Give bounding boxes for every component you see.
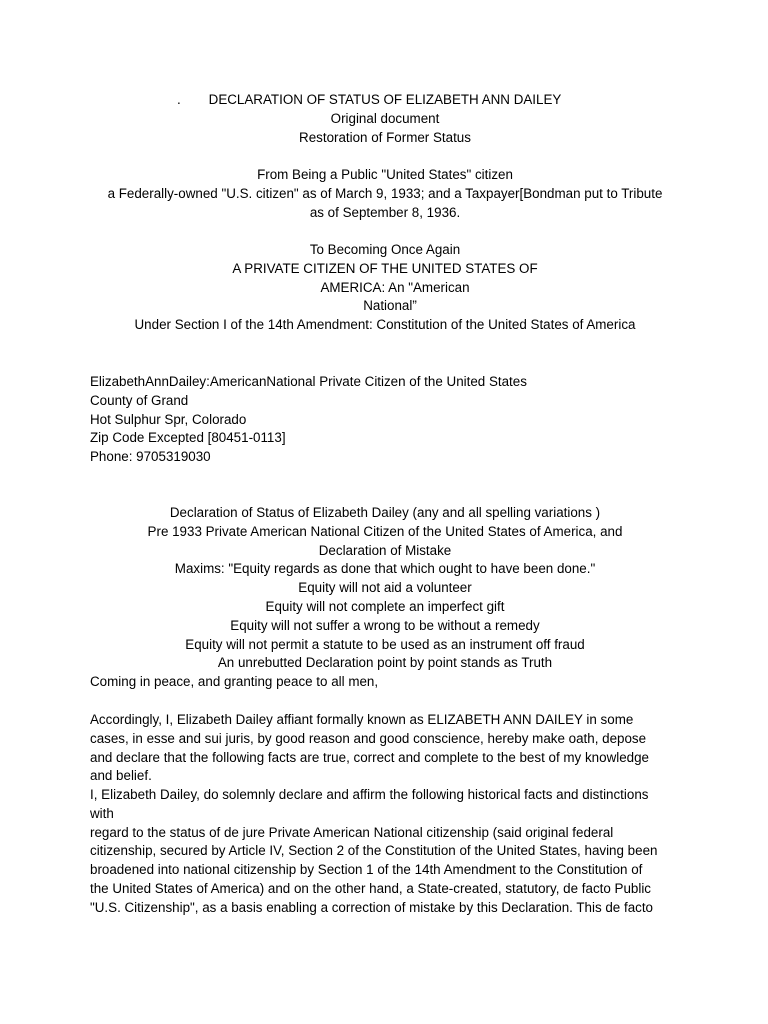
- peace-line: Coming in peace, and granting peace to all men,: [90, 674, 379, 689]
- title-block: [90, 91, 680, 147]
- peace-block: [90, 673, 680, 692]
- from-line-3: as of September 8, 1936.: [309, 204, 461, 220]
- title-subline-restoration: Restoration of Former Status: [299, 129, 471, 145]
- address-county: County of Grand: [90, 392, 189, 408]
- paragraph-line: and belief.: [90, 768, 152, 784]
- paragraph-line: the United States of America) and on the other hand, a State-created, statutory, de facto Public: [90, 880, 651, 896]
- paragraph-line: citizenship, secured by Article IV, Section 2 of the Constitution of the United States, having been: [90, 843, 658, 859]
- to-line-2: A PRIVATE CITIZEN OF THE UNITED STATES OF: [232, 260, 538, 276]
- declaration-line-1: Declaration of Status of Elizabeth Dailey (any and all spelling variations ): [169, 505, 601, 520]
- from-line-2: a Federally-owned "U.S. citizen" as of March 9, 1933; and a Taxpayer[Bondman put to Tribute: [107, 185, 663, 201]
- to-line-5: Under Section I of the 14th Amendment: Constitution of the United States of America: [134, 317, 636, 333]
- declaration-line-2: Pre 1933 Private American National Citizen of the United States of America, and: [147, 523, 623, 539]
- address-name: ElizabethAnnDailey:AmericanNational Private Citizen of the United States: [90, 374, 527, 389]
- declaration-block: [90, 504, 680, 673]
- paragraph-line: and declare that the following facts are true, correct and complete to the best of my knowledge: [90, 749, 650, 765]
- maxim-line-3: Equity will not complete an imperfect gift: [265, 598, 505, 614]
- paragraph-line: regard to the status of de jure Private American National citizenship (said original federal: [90, 824, 614, 840]
- from-line-1: From Being a Public "United States" citizen: [257, 167, 513, 182]
- maxim-line-4: Equity will not suffer a wrong to be without a remedy: [230, 617, 540, 633]
- to-block: [90, 241, 680, 335]
- from-block: [90, 166, 680, 222]
- maxim-line-6: An unrebutted Declaration point by point stands as Truth: [217, 655, 553, 671]
- paragraph-line: "U.S. Citizenship", as a basis enabling a correction of mistake by this Declaration. This de facto: [90, 899, 654, 915]
- paragraph-declaration: [90, 786, 680, 918]
- title-subline-original: Original document: [330, 110, 440, 126]
- maxim-line-2: Equity will not aid a volunteer: [298, 580, 472, 596]
- paragraph-line: cases, in esse and sui juris, by good reason and good conscience, hereby make oath, depose: [90, 730, 647, 746]
- paragraph-affirmation: [90, 711, 680, 786]
- address-zip: Zip Code Excepted [80451-0113]: [90, 430, 286, 446]
- to-line-1: To Becoming Once Again: [309, 242, 461, 257]
- title-dot: .: [177, 92, 181, 107]
- maxim-line-1: Maxims: "Equity regards as done that which ought to have been done.": [174, 561, 596, 577]
- maxim-line-5: Equity will not permit a statute to be used as an instrument off fraud: [185, 636, 585, 652]
- address-block: [90, 373, 680, 467]
- to-line-3: AMERICA: An "American: [320, 279, 470, 295]
- address-city: Hot Sulphur Spr, Colorado: [90, 411, 247, 427]
- to-line-4: National”: [363, 298, 417, 314]
- paragraph-line: Accordingly, I, Elizabeth Dailey affiant formally known as ELIZABETH ANN DAILEY in some: [90, 712, 634, 727]
- declaration-line-3: Declaration of Mistake: [318, 542, 452, 558]
- document-title: DECLARATION OF STATUS OF ELIZABETH ANN DAILEY: [208, 92, 562, 107]
- paragraph-line: broadened into national citizenship by Section 1 of the 14th Amendment to the Constitution of: [90, 862, 643, 878]
- document-title-line: [90, 91, 680, 110]
- paragraph-line: I, Elizabeth Dailey, do solemnly declare and affirm the following historical facts and distinctions: [90, 787, 649, 802]
- address-phone: Phone: 9705319030: [90, 449, 211, 465]
- paragraph-line: with: [90, 805, 114, 821]
